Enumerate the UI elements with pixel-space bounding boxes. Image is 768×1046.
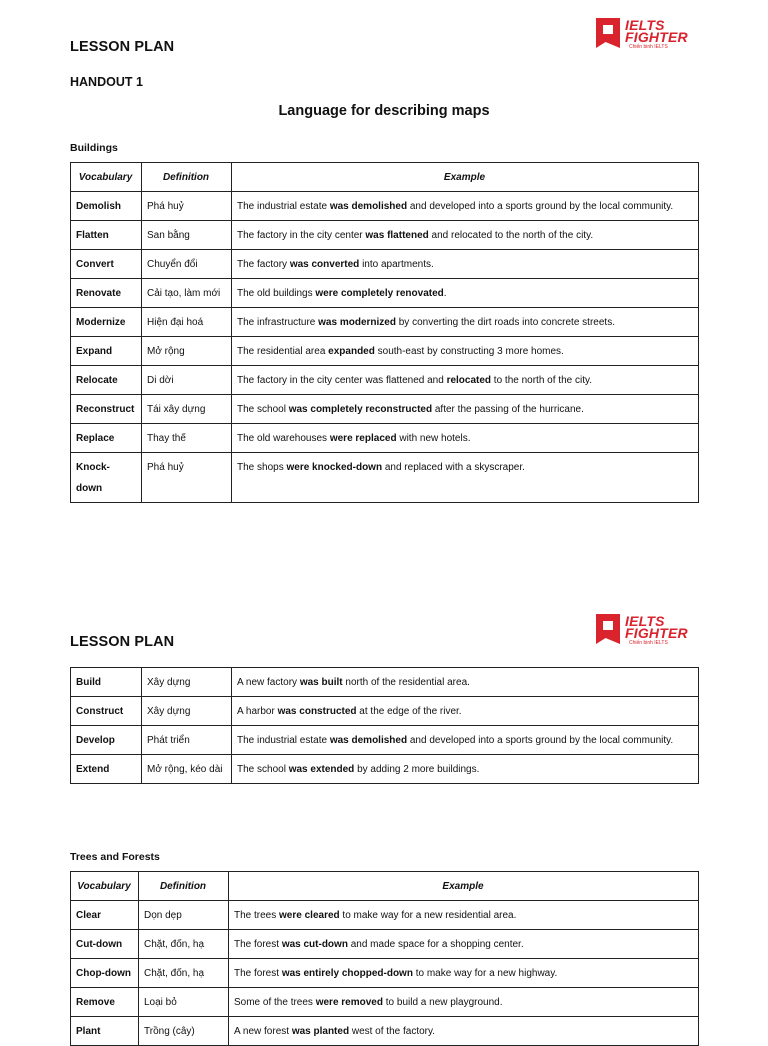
vocab-example (229, 959, 699, 988)
logo-tagline: Chiến binh IELTS (629, 44, 668, 50)
vocab-example (232, 308, 699, 337)
example-highlight: was planted (291, 1026, 350, 1037)
vocab-definition: Dọn dẹp (139, 901, 229, 930)
table-row (71, 901, 699, 930)
logo-shield-icon (596, 614, 620, 644)
table-row (71, 726, 699, 755)
vocab-example (232, 453, 699, 503)
vocab-word: Relocate (71, 366, 142, 395)
vocab-word: Knock-down (71, 453, 142, 503)
vocab-word: Cut-down (71, 930, 139, 959)
vocab-example (232, 726, 699, 755)
example-text: The old warehouses (237, 433, 330, 444)
vocab-word: Remove (71, 988, 139, 1017)
example-highlight: was entirely chopped-down (281, 968, 413, 979)
example-text: The forest (234, 939, 282, 950)
example-highlight: was built (299, 677, 343, 688)
vocab-word: Clear (71, 901, 139, 930)
section-heading-buildings: Buildings (70, 142, 118, 154)
example-text: The residential area (237, 346, 329, 357)
vocab-definition: Phát triển (142, 726, 232, 755)
section-heading-trees: Trees and Forests (70, 851, 160, 863)
vocab-definition: San bằng (142, 221, 232, 250)
vocab-word: Build (71, 668, 142, 697)
logo-shield-icon (596, 18, 620, 48)
vocab-word: Flatten (71, 221, 142, 250)
example-highlight: were cleared (279, 910, 340, 921)
example-text: to build a new playground. (382, 997, 503, 1008)
example-text: to the north of the city. (491, 375, 593, 386)
example-text: The old buildings (237, 288, 316, 299)
example-highlight: was modernized (318, 317, 396, 328)
vocab-example (232, 337, 699, 366)
example-text: The forest (234, 968, 282, 979)
table-row (71, 959, 699, 988)
vocab-word: Expand (71, 337, 142, 366)
trees-vocab-table (70, 871, 699, 1046)
handout-label: HANDOUT 1 (70, 75, 143, 89)
vocab-word: Convert (71, 250, 142, 279)
example-highlight: were knocked-down (286, 462, 383, 473)
example-highlight: were replaced (329, 433, 397, 444)
vocab-definition: Xây dựng (142, 697, 232, 726)
vocab-example (232, 221, 699, 250)
table-row (71, 988, 699, 1017)
vocab-definition: Chuyển đổi (142, 250, 232, 279)
vocab-definition: Tái xây dựng (142, 395, 232, 424)
example-highlight: was demolished (329, 735, 408, 746)
vocab-example (232, 366, 699, 395)
table-row (71, 453, 699, 503)
vocab-word: Demolish (71, 192, 142, 221)
page-title: Language for describing maps (278, 103, 490, 119)
vocab-word: Reconstruct (71, 395, 142, 424)
table-row (71, 424, 699, 453)
example-text: The factory (237, 259, 290, 270)
vocab-example (232, 395, 699, 424)
table-header-row (71, 872, 699, 901)
vocab-definition: Xây dựng (142, 668, 232, 697)
header-example: Example (232, 163, 699, 192)
vocab-definition: Trồng (cây) (139, 1017, 229, 1046)
example-highlight: relocated (446, 375, 492, 386)
example-highlight: were completely renovated (315, 288, 444, 299)
example-text: and made space for a shopping center. (347, 939, 524, 950)
example-highlight: was converted (289, 259, 360, 270)
vocab-example (232, 668, 699, 697)
vocab-example (229, 1017, 699, 1046)
example-text: . (443, 288, 447, 299)
example-text: The industrial estate (237, 735, 330, 746)
vocab-example (232, 250, 699, 279)
table-row (71, 221, 699, 250)
vocab-word: Modernize (71, 308, 142, 337)
logo-text-line2: FIGHTER (625, 29, 688, 45)
table-header-row (71, 163, 699, 192)
example-text: Some of the trees (234, 997, 316, 1008)
lesson-plan-heading: LESSON PLAN (70, 634, 175, 650)
logo-text-line1: IELTS (625, 17, 665, 33)
vocab-example (232, 279, 699, 308)
example-highlight: was cut-down (281, 939, 348, 950)
vocab-definition: Di dời (142, 366, 232, 395)
example-text: north of the residential area. (342, 677, 470, 688)
example-highlight: was completely reconstructed (288, 404, 433, 415)
example-text: by adding 2 more buildings. (354, 764, 480, 775)
example-highlight: was flattened (365, 230, 429, 241)
example-text: after the passing of the hurricane. (432, 404, 584, 415)
vocab-definition: Thay thế (142, 424, 232, 453)
example-text: at the edge of the river. (356, 706, 462, 717)
example-text: The trees (234, 910, 280, 921)
lesson-plan-heading: LESSON PLAN (70, 39, 175, 55)
vocab-definition: Chặt, đốn, hạ (139, 930, 229, 959)
example-text: south-east by constructing 3 more homes. (374, 346, 564, 357)
table-row (71, 192, 699, 221)
example-text: and replaced with a skyscraper. (382, 462, 525, 473)
logo-text-line1: IELTS (625, 613, 665, 629)
example-text: The infrastructure (237, 317, 319, 328)
table-row (71, 308, 699, 337)
example-text: by converting the dirt roads into concrete streets. (395, 317, 615, 328)
table-row (71, 279, 699, 308)
header-vocabulary: Vocabulary (71, 163, 142, 192)
table-row (71, 668, 699, 697)
example-text: A harbor (237, 706, 278, 717)
vocab-word: Construct (71, 697, 142, 726)
vocab-word: Chop-down (71, 959, 139, 988)
table-row (71, 337, 699, 366)
example-text: and developed into a sports ground by the local community. (407, 735, 674, 746)
example-text: to make way for a new highway. (412, 968, 558, 979)
vocab-definition: Phá huỷ (142, 453, 232, 503)
example-text: The factory in the city center was flattened and (237, 375, 447, 386)
example-text: and developed into a sports ground by the local community. (407, 201, 674, 212)
table-row (71, 755, 699, 784)
example-text: A new forest (234, 1026, 292, 1037)
vocab-definition: Hiện đại hoá (142, 308, 232, 337)
example-text: The industrial estate (237, 201, 330, 212)
vocab-example (232, 697, 699, 726)
example-highlight: was constructed (277, 706, 357, 717)
example-highlight: expanded (328, 346, 375, 357)
vocab-example (229, 988, 699, 1017)
header-definition: Definition (139, 872, 229, 901)
table-row (71, 1017, 699, 1046)
example-text: and relocated to the north of the city. (428, 230, 594, 241)
ielts-fighter-logo (596, 16, 692, 52)
vocab-definition: Loại bỏ (139, 988, 229, 1017)
vocab-word: Replace (71, 424, 142, 453)
example-text: west of the factory. (349, 1026, 436, 1037)
construction-vocab-table (70, 667, 699, 784)
vocab-definition: Phá huỷ (142, 192, 232, 221)
vocab-definition: Mở rộng (142, 337, 232, 366)
example-text: The shops (237, 462, 287, 473)
vocab-definition: Cải tạo, làm mới (142, 279, 232, 308)
logo-tagline: Chiến binh IELTS (629, 640, 668, 646)
vocab-word: Extend (71, 755, 142, 784)
example-highlight: were removed (315, 997, 383, 1008)
example-text: The school (237, 764, 289, 775)
table-row (71, 366, 699, 395)
example-highlight: was demolished (329, 201, 408, 212)
vocab-definition: Mở rộng, kéo dài (142, 755, 232, 784)
vocab-definition: Chặt, đốn, hạ (139, 959, 229, 988)
vocab-word: Develop (71, 726, 142, 755)
buildings-vocab-table (70, 162, 699, 503)
header-example: Example (229, 872, 699, 901)
header-vocabulary: Vocabulary (71, 872, 139, 901)
ielts-fighter-logo (596, 612, 692, 648)
example-text: A new factory (237, 677, 300, 688)
table-row (71, 930, 699, 959)
header-definition: Definition (142, 163, 232, 192)
table-row (71, 395, 699, 424)
table-row (71, 697, 699, 726)
example-text: to make way for a new residential area. (339, 910, 517, 921)
example-highlight: was extended (288, 764, 355, 775)
logo-text-line2: FIGHTER (625, 625, 688, 641)
example-text: The school (237, 404, 289, 415)
example-text: The factory in the city center (237, 230, 366, 241)
example-text: into apartments. (359, 259, 434, 270)
vocab-word: Plant (71, 1017, 139, 1046)
vocab-word: Renovate (71, 279, 142, 308)
example-text: with new hotels. (396, 433, 471, 444)
table-row (71, 250, 699, 279)
vocab-example (232, 755, 699, 784)
vocab-example (229, 901, 699, 930)
vocab-example (232, 424, 699, 453)
vocab-example (232, 192, 699, 221)
vocab-example (229, 930, 699, 959)
